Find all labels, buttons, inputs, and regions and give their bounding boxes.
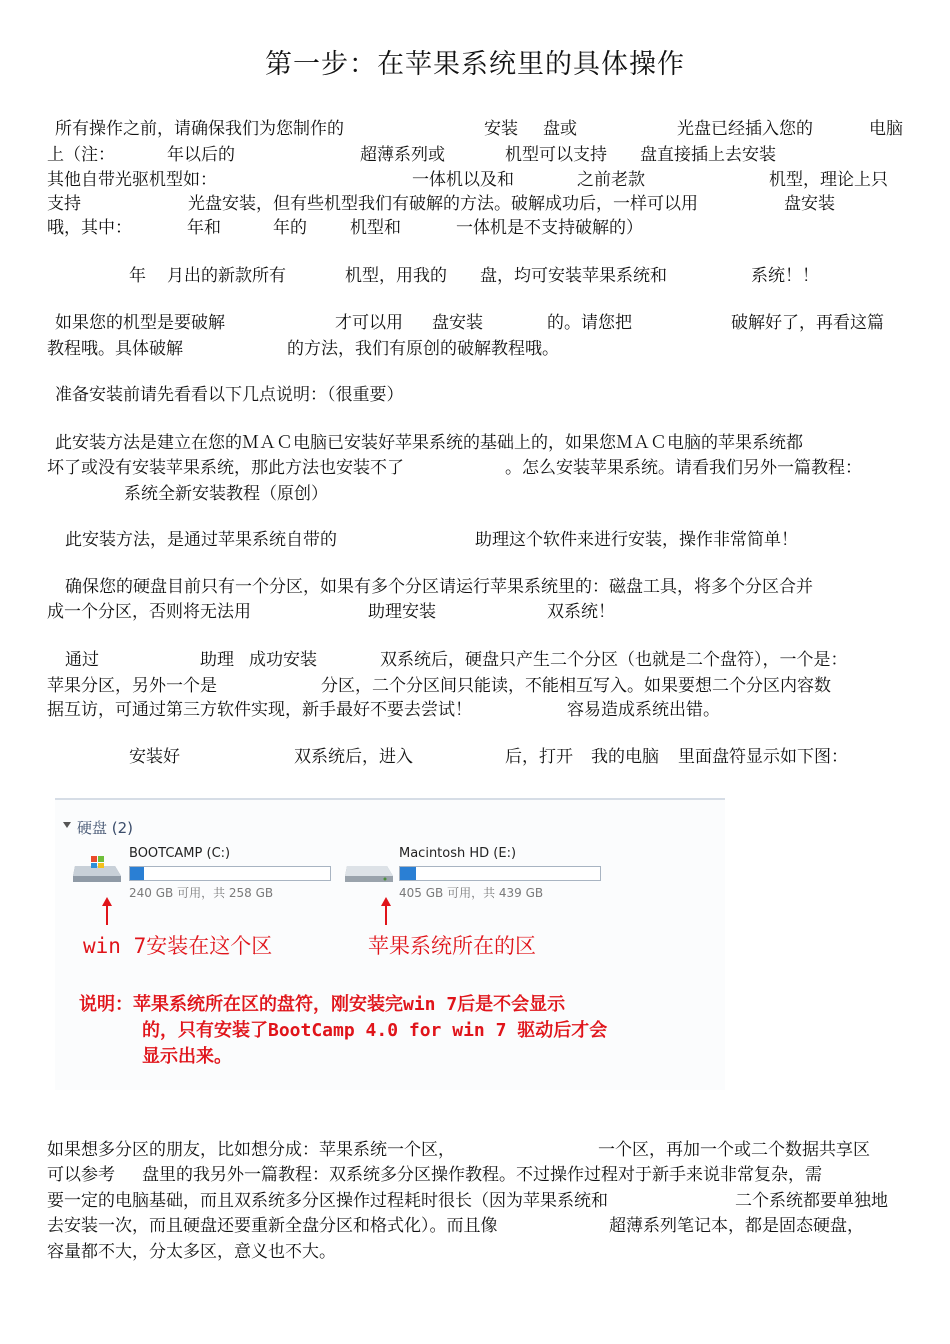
text-segment: 才可以用 [335, 313, 403, 333]
text-segment: 之前老款 [577, 170, 645, 190]
drive-c-name: BOOTCAMP (C:) [129, 846, 231, 861]
drive-c-usage-bar [129, 866, 331, 881]
text-segment: 一个区，再加一个或二个数据共享区 [598, 1140, 870, 1160]
text-segment: 年的 [273, 218, 307, 238]
mac-partition-label: 苹果系统所在的区 [368, 934, 536, 958]
text-segment: 成功安装 [249, 650, 317, 670]
text-segment: 助理这个软件来进行安装，操作非常简单！ [475, 530, 798, 550]
text-segment: 系统全新安装教程（原创） [124, 484, 328, 504]
text-segment: 如果您的机型是要破解 [55, 313, 225, 333]
text-segment: 盘，均可安装苹果系统和 [480, 266, 667, 286]
text-segment: 据互访，可通过第三方软件实现，新手最好不要去尝试！ [47, 700, 472, 720]
text-segment: 年以后的 [167, 145, 235, 165]
text-segment: 机型，理论上只 [769, 170, 888, 190]
drive-e-usage-fill [400, 867, 416, 880]
text-segment: 助理安装 [368, 602, 436, 622]
drive-e-free-space: 405 GB 可用，共 439 GB [399, 886, 544, 900]
drive-e-usage-bar [399, 866, 601, 881]
hard-disk-section-header: 硬盘 (2) [77, 819, 134, 837]
text-segment: 光盘安装，但有些机型我们有破解的方法。破解成功后，一样可以用 [188, 194, 698, 214]
text-segment: 一体机以及和 [412, 170, 514, 190]
win7-partition-label: win 7安装在这个区 [83, 934, 273, 958]
text-segment: 此安装方法是建立在您的ＭＡＣ电脑已安装好苹果系统的基础上的，如果您ＭＡＣ电脑的苹果系统都 [55, 433, 803, 453]
text-segment: 容量都不大，分太多区，意义也不大。 [47, 1242, 336, 1262]
text-segment: 所有操作之前，请确保我们为您制作的 [55, 119, 344, 139]
text-segment: 。怎么安装苹果系统。请看我们另外一篇教程： [505, 458, 862, 478]
text-segment: 月出的新款所有 [167, 266, 286, 286]
text-segment: 安装 [484, 119, 518, 139]
text-segment: 成一个分区，否则将无法用 [47, 602, 251, 622]
text-segment: 一体机是不支持破解的） [456, 218, 643, 238]
note-line: 说明：苹果系统所在区的盘符，刚安装完win 7后是不会显示 [79, 994, 566, 1015]
text-segment: 此安装方法，是通过苹果系统自带的 [65, 530, 337, 550]
text-segment: 确保您的硬盘目前只有一个分区，如果有多个分区请运行苹果系统里的：磁盘工具，将多个分区合并 [65, 577, 813, 597]
text-segment: 哦，其中： [47, 218, 132, 238]
text-segment: 我的电脑 [591, 747, 659, 767]
text-segment: 双系统后，进入 [294, 747, 413, 767]
arrow-shaft [385, 905, 387, 925]
text-segment: 通过 [65, 650, 99, 670]
drive-e-name: Macintosh HD (E:) [399, 846, 517, 861]
text-segment: 盘里的我另外一篇教程：双系统多分区操作教程。不过操作过程对于新手来说非常复杂，需 [142, 1165, 822, 1185]
text-segment: 里面盘符显示如下图： [678, 747, 848, 767]
text-segment: 双系统！ [547, 602, 615, 622]
drive-c-usage-fill [130, 867, 144, 880]
text-segment: 容易造成系统出错。 [567, 700, 720, 720]
text-segment: 年 [129, 266, 146, 286]
note-line: 显示出来。 [142, 1046, 232, 1067]
text-segment: 上（注： [47, 145, 115, 165]
drive-screenshot-figure [55, 798, 725, 1090]
text-segment: 支持 [47, 194, 81, 214]
text-segment: 安装好 [129, 747, 180, 767]
text-segment: 后，打开 [505, 747, 573, 767]
text-segment: 其他自带光驱机型如： [47, 170, 217, 190]
text-segment: 分区，二个分区间只能读，不能相互写入。如果要想二个分区内容数 [321, 676, 831, 696]
text-segment: 盘或 [543, 119, 577, 139]
text-segment: 二个系统都要单独地 [735, 1191, 888, 1211]
text-segment: 教程哦。具体破解 [47, 339, 183, 359]
text-segment: 助理 [200, 650, 234, 670]
text-segment: 可以参考 [47, 1165, 115, 1185]
text-segment: 的。请您把 [547, 313, 632, 333]
text-segment: 光盘已经插入您的 [677, 119, 813, 139]
drive-c-free-space: 240 GB 可用，共 258 GB [129, 886, 274, 900]
text-segment: 机型可以支持 [505, 145, 607, 165]
page-title: 第一步：在苹果系统里的具体操作 [265, 49, 685, 80]
text-segment: 盘安装 [784, 194, 835, 214]
text-segment: 去安装一次，而且硬盘还要重新全盘分区和格式化）。而且像 [47, 1216, 498, 1236]
text-segment: 要一定的电脑基础，而且双系统多分区操作过程耗时很长（因为苹果系统和 [47, 1191, 608, 1211]
arrow-shaft [106, 905, 108, 925]
windows-drive-icon [71, 852, 123, 886]
text-segment: 坏了或没有安装苹果系统，那此方法也安装不了 [47, 458, 404, 478]
text-segment: 超薄系列或 [360, 145, 445, 165]
text-segment: 电脑 [869, 119, 903, 139]
text-segment: 盘直接插上去安装 [640, 145, 776, 165]
mac-drive-icon [343, 852, 395, 886]
text-segment: 破解好了，再看这篇 [731, 313, 884, 333]
text-segment: 如果想多分区的朋友，比如想分成：苹果系统一个区， [47, 1140, 455, 1160]
text-segment: 盘安装 [432, 313, 483, 333]
text-segment: 苹果分区，另外一个是 [47, 676, 217, 696]
text-segment: 年和 [187, 218, 221, 238]
note-line: 的，只有安装了BootCamp 4.0 for win 7 驱动后才会 [142, 1020, 608, 1041]
text-segment: 机型和 [350, 218, 401, 238]
text-segment: 超薄系列笔记本，都是固态硬盘， [609, 1216, 864, 1236]
text-segment: 机型，用我的 [345, 266, 447, 286]
text-segment: 系统！！ [751, 266, 819, 286]
section-heading: 准备安装前请先看看以下几点说明：（很重要） [55, 385, 404, 405]
text-segment: 的方法，我们有原创的破解教程哦。 [287, 339, 559, 359]
collapse-triangle-icon [63, 822, 71, 828]
text-segment: 双系统后，硬盘只产生二个分区（也就是二个盘符），一个是： [380, 650, 848, 670]
